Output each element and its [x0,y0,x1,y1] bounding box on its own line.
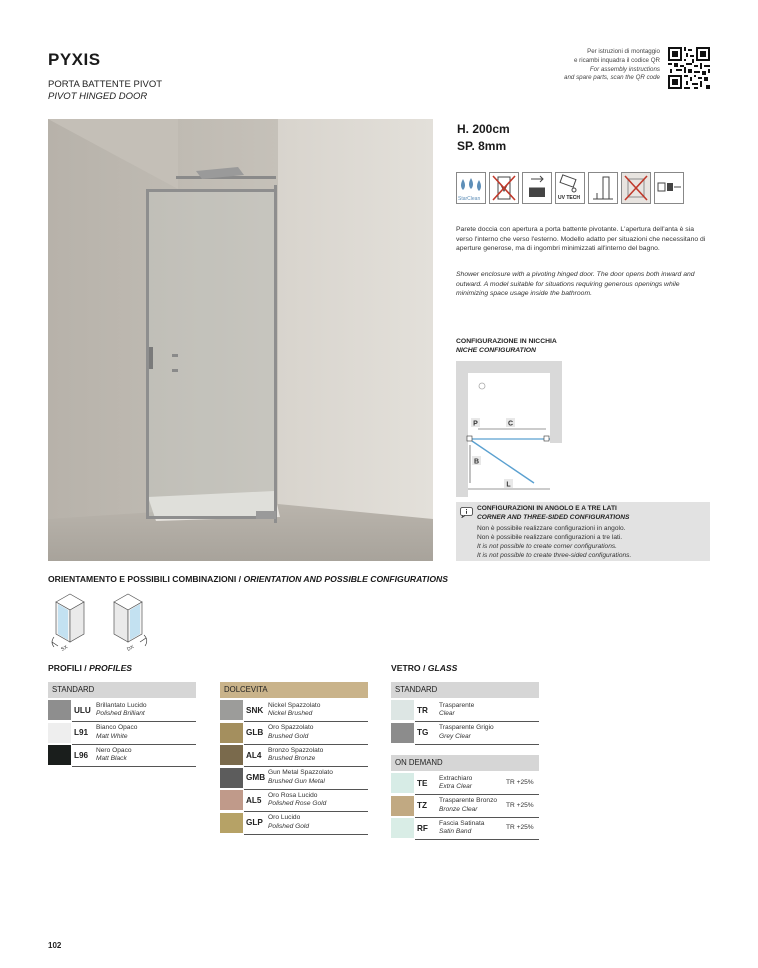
finish-name-en: Brushed Gun Metal [268,777,325,785]
orientation-diagrams [46,590,156,654]
finish-name-it: Bronzo Spazzolato [268,746,324,754]
finish-code: TZ [417,801,428,810]
swatch-row [48,699,147,721]
finish-names [268,814,309,831]
finish-code: GLB [246,728,264,737]
specs [457,121,510,155]
finish-name-it: Nickel Spazzolato [268,701,321,709]
swatch-row [391,722,494,744]
finish-names [439,820,484,837]
label-sx: SX [60,644,69,653]
color-swatch [391,700,414,720]
swatch-row [220,767,333,789]
note-line: Non è possibile realizzare configurazioni a tre lati. [477,534,623,541]
finish-name-it: Bianco Opaco [96,724,138,732]
subtitle-it: PORTA BATTENTE PIVOT [48,79,163,90]
finish-name-en: Polished Rose Gold [268,800,327,807]
profiles-standard-header: STANDARD [48,682,196,698]
price-surcharge: TR +25% [506,801,534,809]
swatch-row [220,812,309,834]
color-swatch [220,768,243,788]
starclean-drops-icon [456,172,486,204]
finish-names [439,775,472,792]
color-swatch [48,745,71,765]
finish-code: AL4 [246,750,262,760]
finish-code: TR [417,705,428,715]
color-swatch [391,723,414,743]
orientation-dx [114,594,147,653]
finish-code: AL5 [246,795,262,805]
swatch-row [220,699,320,721]
reversible-door-icon [522,172,552,204]
finish-code: ULU [74,705,91,715]
glass-standard-header: STANDARD [391,682,539,698]
color-swatch [220,790,243,810]
color-swatch [391,796,414,816]
finish-names [96,724,137,741]
swatch-row [220,722,313,744]
uv-tech-label: UV TECH [558,195,580,201]
swatch-row [391,817,484,839]
feature-icons [456,172,684,204]
finish-names [268,702,320,719]
swatch-row [220,789,326,811]
qr-code-icon[interactable] [668,47,710,89]
label-dx: DX [126,644,136,653]
no-tray-icon [489,172,519,204]
profiles-title [48,663,132,673]
finish-name-it: Oro Rosa Lucido [268,791,318,799]
color-swatch [220,813,243,833]
swatch-row [48,722,137,744]
qr-note-it-1: Per istruzioni di montaggio [587,48,660,55]
qr-note-en-2: and spare parts, scan the QR code [564,74,660,82]
finish-code: TG [417,728,429,737]
finish-names [268,792,326,809]
finish-code: TE [417,778,428,788]
spec-height: H. 200cm [457,122,510,136]
finish-name-en: Matt Black [96,755,127,762]
finish-code: RF [417,823,428,833]
finish-name-it: Oro Lucido [268,814,301,822]
page-title: PYXIS [48,50,101,69]
color-swatch [48,700,71,720]
label-b: B [473,458,480,466]
swatch-row [48,744,132,766]
finish-name-it: Trasparente Grigio [439,724,494,732]
finish-name-it: Nero Opaco [96,746,132,754]
qr-note-en-1: For assembly instructions [589,65,660,73]
profile-height-icon [588,172,618,204]
swatch-row [391,699,474,721]
finish-name-en: Extra Clear [439,783,472,790]
finish-name-it: Fascia Satinata [439,819,485,827]
price-surcharge: TR +25% [506,824,534,831]
finish-name-en: Polished Brilliant [96,710,145,717]
profiles-dolcevita-header: DOLCEVITA [220,682,368,698]
configuration-title-en: NICHE CONFIGURATION [456,347,536,354]
finish-names [439,724,494,741]
finish-name-en: Satin Band [439,828,472,835]
finish-names [268,769,333,786]
color-swatch [220,723,243,743]
qr-instructions [480,48,660,83]
product-photo [48,119,433,561]
finish-name-it: Gun Metal Spazzolato [268,769,333,777]
finish-name-en: Bronze Clear [439,805,478,813]
profiles-title-en: PROFILES [89,663,133,673]
finish-code: GLP [246,818,263,827]
no-floor-icon [621,172,651,204]
finish-names [96,747,132,764]
glass-title-it: VETRO / [391,663,428,673]
label-l: L [506,481,511,489]
orientation-title-it: ORIENTAMENTO E POSSIBILI COMBINAZIONI / [48,574,244,584]
finish-code: GMB [246,773,266,782]
note-line: It is not possible to create three-sided configurations. [477,552,632,559]
swatch-row [391,795,497,817]
swatch-row [391,772,472,794]
glass-title-en: GLASS [427,663,458,673]
qr-note-it-2: e ricambi inquadra il codice QR [574,56,660,64]
configuration-title-it: CONFIGURAZIONE IN NICCHIA [456,338,557,345]
finish-names [268,724,313,741]
finish-name-en: Grey Clear [439,732,471,740]
color-swatch [220,700,243,720]
spec-thickness: SP. 8mm [457,139,507,153]
row-divider [415,744,539,745]
color-swatch [48,723,71,743]
finish-code: SNK [246,705,264,715]
row-divider [415,839,539,840]
starclean-label: StarClean [458,196,481,202]
profiles-title-it: PROFILI / [48,663,90,673]
color-swatch [391,818,414,838]
color-swatch [220,745,243,765]
finish-name-it: Trasparente [439,701,475,709]
niche-configuration-diagram [456,361,562,497]
glass-on-demand-header: ON DEMAND [391,755,539,771]
row-divider [72,766,196,767]
finish-name-en: Nickel Brushed [268,710,313,717]
finish-code: L91 [74,728,89,737]
swatch-row [220,744,323,766]
finish-name-it: Oro Spazzolato [268,724,314,732]
label-p: P [473,420,478,428]
row-divider [244,834,368,835]
price-surcharge: TR +25% [506,779,534,786]
finish-name-it: Brillantato Lucido [96,701,147,709]
label-c: C [507,420,514,428]
finish-name-en: Polished Gold [268,822,310,830]
note-title-it: CONFIGURAZIONI IN ANGOLO E A TRE LATI [477,505,617,512]
subtitle-en: PIVOT HINGED DOOR [48,91,148,102]
orientation-title-en: ORIENTATION AND POSSIBLE CONFIGURATIONS [243,574,448,584]
finish-names [439,702,474,719]
note-title-en: CORNER AND THREE-SIDED CONFIGURATIONS [477,514,630,521]
note-line: It is not possible to create corner configurations. [477,543,618,550]
description-it: Parete doccia con apertura a porta battente pivotante. L'apertura dell'anta è sia verso l'interno che verso l'esterno. Modello adatto per situazioni che necessitano di aperture generose, ma di ingombri minimizzati all'interno del bagno. [456,226,706,253]
wall-profile-icon [654,172,684,204]
finish-names [96,702,147,719]
info-icon [460,507,473,518]
color-swatch [391,773,414,793]
finish-names [439,797,497,814]
finish-name-en: Brushed Bronze [268,755,316,762]
finish-names [268,747,323,764]
orientation-sx [52,594,84,653]
orientation-title [48,574,448,584]
glass-title [391,663,457,673]
page-number: 102 [48,941,62,950]
description-en: Shower enclosure with a pivoting hinged door. The door opens both inward and outward. A model suitable for situations requiring generous openings while minimizing space usage inside the bathroom. [456,271,695,298]
finish-name-en: Matt White [96,732,128,740]
finish-name-it: Extrachiaro [439,774,473,782]
finish-code: L96 [74,750,89,760]
finish-name-en: Clear [439,710,455,717]
note-line: Non è possibile realizzare configurazioni in angolo. [477,525,626,532]
finish-name-en: Brushed Gold [268,732,309,740]
uv-tech-icon [555,172,585,204]
finish-name-it: Trasparente Bronzo [439,797,498,805]
